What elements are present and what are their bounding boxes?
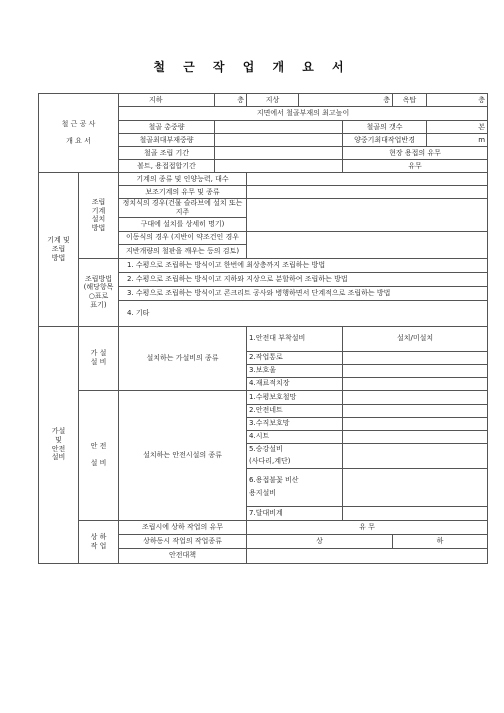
safety-item-6: 6.용접불꽃 비산	[247, 474, 343, 487]
assembly-label-1: 조립방법	[84, 274, 113, 283]
safety-item-1-status[interactable]	[343, 390, 488, 404]
safety-measures-value[interactable]	[247, 548, 488, 563]
temp-item-2: 2.작업통로	[247, 351, 343, 364]
aboveground-label: 지상	[247, 94, 299, 107]
aboveground-floor-unit: 층	[299, 94, 393, 107]
assembly-label-3: ○표로	[88, 292, 109, 300]
rebar-weight-label: 철골 총중량	[119, 121, 215, 134]
rebar-count-label: 철골의 갯수	[343, 121, 427, 134]
safety-item-3-status[interactable]	[343, 417, 488, 430]
safety-item-3: 3.수직보호망	[247, 417, 343, 430]
safety-item-4-status[interactable]	[343, 430, 488, 443]
vertical-work-type-label: 상하동시 작업의 작업종류	[119, 534, 247, 548]
safety-item-6-status[interactable]	[343, 468, 488, 506]
safety-label-1: 안 전	[90, 441, 107, 450]
vertical-label-2: 작 업	[90, 541, 107, 550]
rooftop-floor-unit: 층	[427, 94, 488, 107]
overview-label-line1: 철 근 공 사	[61, 119, 96, 128]
machine-type-value[interactable]	[247, 173, 488, 186]
facilities-label-4: 설비	[51, 453, 66, 462]
crane-radius-label: 양중기최대작업반경	[343, 134, 427, 147]
facilities-label-1: 가설	[51, 427, 66, 435]
safety-item-5: 5.승강설비	[247, 443, 343, 455]
work-overview-table	[38, 93, 488, 564]
crane-radius-unit: m	[427, 134, 488, 147]
machine-label-1: 조립	[91, 197, 106, 206]
site-welding-label: 현장 용접의 유무	[343, 147, 488, 160]
method-label-line2: 조립	[51, 244, 66, 253]
overview-section-label	[39, 94, 119, 173]
facilities-label-3: 안전	[51, 444, 66, 453]
method-section-label	[39, 173, 79, 327]
overview-label-line2: 개 요 서	[66, 137, 91, 146]
vertical-work-lower[interactable]: 하	[393, 534, 488, 548]
safety-measures-label: 안전대책	[119, 548, 247, 563]
machine-label-3: 설치	[91, 215, 106, 224]
rebar-weight-value[interactable]	[215, 121, 343, 134]
machine-install-label	[79, 173, 119, 259]
assembly-option-1[interactable]: 1. 수평으로 조립하는 방식이고 한번에 최상층까지 조립하는 방법	[119, 258, 488, 272]
safety-facility-desc: 설치하는 안전시설의 종류	[119, 390, 247, 520]
underground-label: 지하	[119, 94, 215, 107]
temp-item-4-status[interactable]	[343, 377, 488, 390]
mobile-type-value[interactable]	[247, 231, 488, 258]
vertical-work-upper[interactable]: 상	[247, 534, 393, 548]
fixed-type-label-1: 정치식의 경우(건물 슬라브에 설치 또는 지주	[119, 199, 247, 218]
page-title: 철 근 작 업 개 요 서	[153, 60, 351, 74]
vertical-work-presence-value[interactable]: 유 무	[247, 520, 488, 534]
assembly-label-4: 표기)	[90, 300, 107, 309]
safety-item-1: 1.수평보호철망	[247, 390, 343, 404]
temp-label-2: 설 비	[90, 358, 107, 366]
temp-item-2-status[interactable]	[343, 351, 488, 364]
assembly-period-value[interactable]	[215, 147, 343, 160]
safety-label-2: 설 비	[90, 459, 107, 468]
temp-status-header: 설치/미설치	[343, 326, 488, 351]
vertical-work-presence-label: 조립시에 상하 작업의 유무	[119, 520, 247, 534]
assembly-option-3[interactable]: 3. 수평으로 조립하는 방식이고 콘크리트 공사와 병행하면서 단계적으로 조립하는 방법	[119, 286, 488, 300]
safety-item-2-status[interactable]	[343, 404, 488, 417]
max-height-label: 지면에서 철골부재의 최고높이	[119, 107, 488, 121]
vertical-label-1: 상 하	[90, 532, 107, 541]
safety-item-7: 7.달대비계	[247, 506, 343, 520]
machine-type-label: 기계의 종류 및 인양능력, 대수	[119, 173, 247, 186]
aux-machine-value[interactable]	[247, 186, 488, 199]
mobile-type-label-2: 지반개량의 철판을 깨우는 등의 검토)	[119, 244, 247, 258]
safety-item-2: 2.안전네트	[247, 404, 343, 417]
temp-facility-desc: 설치하는 가설비의 종류	[119, 326, 247, 390]
bolt-period-label: 볼트, 용접접합기간	[119, 160, 215, 173]
aux-machine-label: 보조기계의 유무 및 종류	[119, 186, 247, 199]
method-label-line3: 방법	[51, 253, 66, 262]
assembly-period-label: 철골 조립 기간	[119, 147, 215, 160]
temp-item-1: 1.안전대 부착설비	[247, 326, 343, 351]
fixed-type-value[interactable]	[247, 199, 488, 232]
rebar-count-unit: 본	[427, 121, 488, 134]
assembly-option-2[interactable]: 2. 수평으로 조립하는 방식이고 지하와 지상으로 분할하여 조립하는 방법	[119, 272, 488, 286]
machine-label-2: 기계	[91, 206, 106, 215]
temp-item-3: 3.보호울	[247, 364, 343, 377]
safety-facility-label	[79, 390, 119, 520]
site-welding-presence: 유무	[343, 160, 488, 173]
facilities-section-label	[39, 326, 79, 563]
safety-item-5-detail: (사다리,계단)	[247, 455, 343, 468]
underground-floor-unit: 층	[215, 94, 247, 107]
safety-item-4: 4.시트	[247, 430, 343, 443]
max-member-weight-value[interactable]	[215, 134, 343, 147]
rooftop-label: 옥탑	[393, 94, 427, 107]
mobile-type-label-1: 이동식의 경우 (지반이 약조건인 경우	[119, 231, 247, 244]
max-member-weight-label: 철골최대부재중량	[119, 134, 215, 147]
assembly-option-4[interactable]: 4. 기타	[119, 300, 488, 326]
facilities-label-2: 및	[55, 435, 62, 444]
method-label-line1: 기계 및	[47, 236, 70, 245]
assembly-method-label	[79, 258, 119, 326]
safety-item-6-detail: 용지설비	[247, 487, 343, 500]
safety-item-5-status[interactable]	[343, 443, 488, 468]
bolt-period-value[interactable]	[215, 160, 343, 173]
temp-label-1: 가 설	[90, 349, 107, 358]
vertical-work-label	[79, 520, 119, 563]
temp-item-3-status[interactable]	[343, 364, 488, 377]
temp-item-4: 4.재료적치장	[247, 377, 343, 390]
temp-facility-label	[79, 326, 119, 390]
machine-label-4: 방법	[91, 224, 106, 232]
assembly-label-2: (해당항목	[83, 283, 114, 292]
fixed-type-label-2: 구대에 설치를 상세히 명기)	[119, 217, 247, 231]
safety-item-7-status[interactable]	[343, 506, 488, 520]
